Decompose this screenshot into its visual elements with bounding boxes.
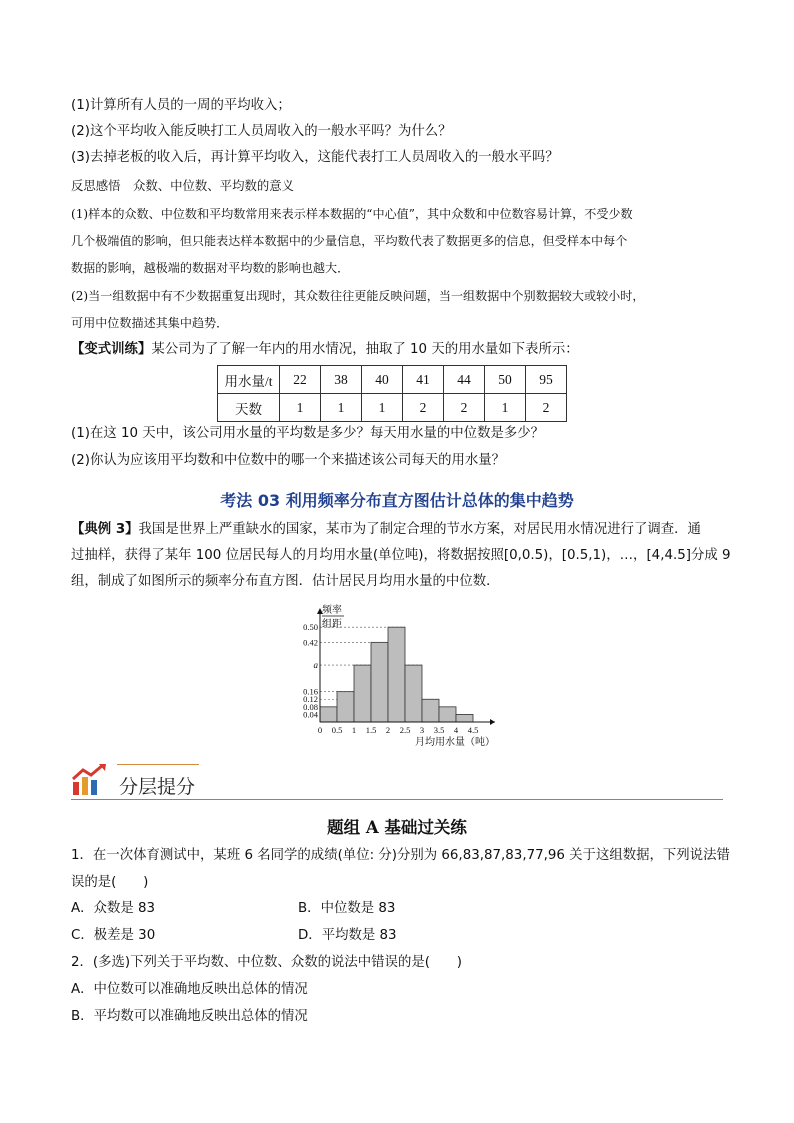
histogram-bar bbox=[405, 665, 422, 722]
exercise-1-option-c: C．极差是 30 bbox=[71, 928, 156, 943]
table-cell: 1 bbox=[321, 394, 362, 422]
exercise-1-option-a: A．众数是 83 bbox=[71, 901, 156, 916]
exercise-1-option-b: B．中位数是 83 bbox=[298, 901, 396, 916]
table-cell: 1 bbox=[362, 394, 403, 422]
x-axis-label: 月均用水量（吨） bbox=[415, 737, 495, 748]
example-line-3: 组，制成了如图所示的频率分布直方图．估计居民月均用水量的中位数． bbox=[71, 574, 500, 589]
table-cell: 2 bbox=[526, 394, 567, 422]
example-label: 【典例 3】 bbox=[71, 522, 139, 537]
y-tick-label: 0.50 bbox=[303, 622, 318, 633]
variant-label: 【变式训练】 bbox=[71, 342, 152, 357]
y-tick-label: 0.16 bbox=[303, 686, 318, 697]
frequency-histogram bbox=[292, 602, 507, 754]
variant-intro bbox=[71, 340, 579, 360]
variant-question-2: (2)你认为应该用平均数和中位数中的哪一个来描述该公司每天的用水量？ bbox=[71, 453, 506, 468]
reflection-p1-line2: 几个极端值的影响，但只能表达样本数据中的少量信息，平均数代表了数据更多的信息，但受样本中每个 bbox=[71, 234, 628, 248]
table-cell: 1 bbox=[485, 394, 526, 422]
x-tick-label: 1 bbox=[351, 725, 357, 735]
y-tick-label: 0.08 bbox=[303, 701, 318, 712]
section-rule bbox=[71, 799, 723, 800]
exercise-2: 2．(多选)下列关于平均数、中位数、众数的说法中错误的是( ) bbox=[71, 955, 462, 970]
histogram-bar bbox=[388, 627, 405, 722]
table-cell: 44 bbox=[444, 366, 485, 394]
table-row-usage bbox=[218, 366, 567, 394]
table-cell: 40 bbox=[362, 366, 403, 394]
table-cell: 2 bbox=[403, 394, 444, 422]
x-tick-label: 1.5 bbox=[365, 725, 377, 735]
exercise-1-line-2: 误的是( ) bbox=[71, 875, 149, 890]
table-cell: 22 bbox=[280, 366, 321, 394]
histogram-bar bbox=[422, 699, 439, 722]
table-cell: 2 bbox=[444, 394, 485, 422]
exercise-1-option-d: D．平均数是 83 bbox=[298, 928, 397, 943]
reflection-p1-line3: 数据的影响，越极端的数据对平均数的影响也越大． bbox=[71, 261, 350, 275]
reflection-p2-line2: 可用中位数描述其集中趋势． bbox=[71, 316, 229, 330]
variant-text: 某公司为了了解一年内的用水情况，抽取了 10 天的用水量如下表所示： bbox=[151, 342, 579, 357]
water-usage-table bbox=[217, 365, 567, 422]
y-tick-label: 0.04 bbox=[303, 709, 318, 720]
y-tick-label: 0.12 bbox=[303, 694, 318, 705]
chart-growth-icon bbox=[71, 764, 111, 798]
example-line-2: 过抽样，获得了某年 100 位居民每人的月均用水量(单位吨)，将数据按照[0,0.5)，[0.5,1)，…，[4,4.5]分成 9 bbox=[71, 548, 731, 563]
histogram-bar bbox=[456, 714, 473, 722]
table-cell: 41 bbox=[403, 366, 444, 394]
y-tick-label: 0.42 bbox=[303, 637, 318, 648]
x-tick-label: 3.5 bbox=[433, 725, 445, 735]
section-top-rule bbox=[117, 764, 199, 765]
table-row-days bbox=[218, 394, 567, 422]
reflection-title: 反思感悟 众数、中位数、平均数的意义 bbox=[71, 178, 295, 193]
x-tick-label: 0 bbox=[317, 725, 323, 735]
example-text-1: 我国是世界上严重缺水的国家，某市为了制定合理的节水方案，对居民用水情况进行了调查．通 bbox=[138, 522, 701, 537]
histogram-bar bbox=[337, 692, 354, 722]
histogram-bar bbox=[320, 707, 337, 722]
x-tick-label: 2 bbox=[385, 725, 391, 735]
exercise-2-option-b: B．平均数可以准确地反映出总体的情况 bbox=[71, 1009, 308, 1024]
exercise-1-line-1: 1．在一次体育测试中，某班 6 名同学的成绩(单位: 分)分别为 66,83,87,83,77,96 关于这组数据，下列说法错 bbox=[71, 848, 730, 863]
section-title: 分层提分 bbox=[119, 776, 196, 798]
exercise-2-option-a: A．中位数可以准确地反映出总体的情况 bbox=[71, 982, 308, 997]
question-1: (1)计算所有人员的一周的平均收入； bbox=[71, 98, 291, 113]
table-cell: 50 bbox=[485, 366, 526, 394]
variant-question-1: (1)在这 10 天中，该公司用水量的平均数是多少？每天用水量的中位数是多少？ bbox=[71, 426, 545, 441]
histogram-bar bbox=[354, 665, 371, 722]
y-axis-label-bottom: 组距 bbox=[322, 619, 342, 630]
table-header-days: 天数 bbox=[218, 394, 280, 422]
example-line-1 bbox=[71, 520, 701, 540]
reflection-p1-line1: (1)样本的众数、中位数和平均数常用来表示样本数据的“中心值”，其中众数和中位数容易计算，不受少数 bbox=[71, 207, 633, 221]
x-tick-label: 4.5 bbox=[467, 725, 479, 735]
group-title: 题组 A 基础过关练 bbox=[327, 818, 467, 837]
table-header-usage: 用水量/t bbox=[218, 366, 280, 394]
x-axis-arrow bbox=[490, 719, 495, 725]
question-2: (2)这个平均收入能反映打工人员周收入的一般水平吗？为什么？ bbox=[71, 124, 452, 139]
method-heading: 考法 03 利用频率分布直方图估计总体的集中趋势 bbox=[220, 491, 574, 510]
y-tick-label: a bbox=[313, 660, 318, 671]
question-3: (3)去掉老板的收入后，再计算平均收入，这能代表打工人员周收入的一般水平吗？ bbox=[71, 150, 559, 165]
table-cell: 38 bbox=[321, 366, 362, 394]
x-tick-label: 4 bbox=[453, 725, 459, 735]
x-tick-label: 2.5 bbox=[399, 725, 411, 735]
table-cell: 1 bbox=[280, 394, 321, 422]
histogram-layer bbox=[303, 603, 495, 748]
y-axis-label-top: 频率 bbox=[322, 605, 342, 616]
histogram-bar bbox=[439, 707, 456, 722]
x-tick-label: 3 bbox=[419, 725, 425, 735]
table-cell: 95 bbox=[526, 366, 567, 394]
reflection-p2-line1: (2)当一组数据中有不少数据重复出现时，其众数往往更能反映问题，当一组数据中个别数据较大或较小时， bbox=[71, 289, 645, 303]
histogram-bar bbox=[371, 642, 388, 722]
x-tick-label: 0.5 bbox=[331, 725, 343, 735]
